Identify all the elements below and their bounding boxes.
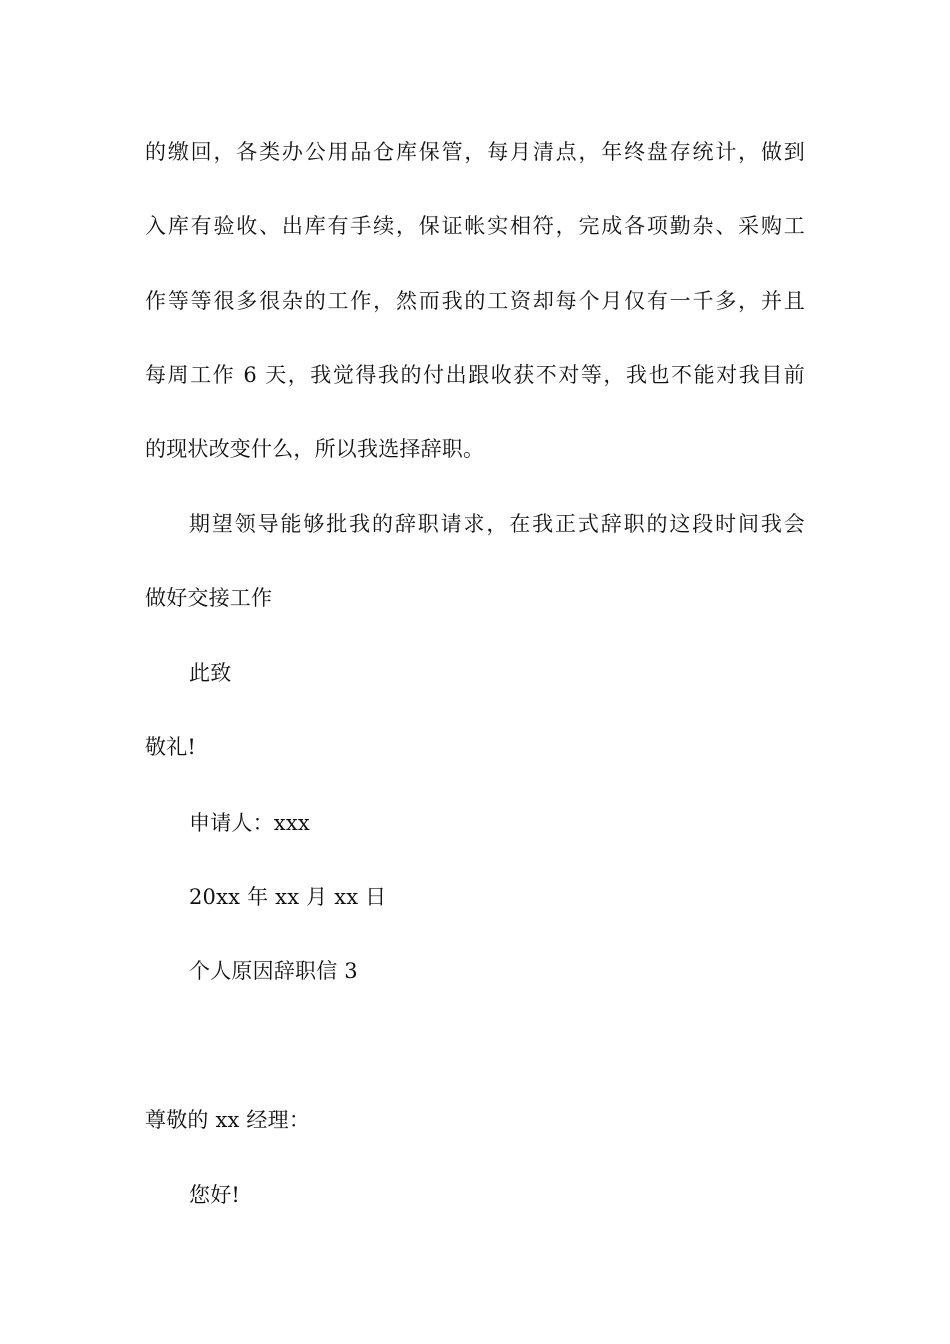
paragraph-1-line-1: 的缴回，各类办公用品仓库保管，每月清点，年终盘存统计，做到 (145, 140, 805, 164)
paragraph-1-line-5: 的现状改变什么，所以我选择辞职。 (145, 437, 485, 461)
applicant-line: 申请人：xxx (189, 811, 310, 835)
paragraph-1-line-2: 入库有验收、出库有手续，保证帐实相符，完成各项勤杂、采购工 (145, 214, 805, 238)
greeting-recipient: 尊敬的 xx 经理： (145, 1108, 311, 1132)
greeting-text: 您好! (189, 1183, 241, 1207)
section-title: 个人原因辞职信 3 (189, 959, 358, 983)
paragraph-1-line-4: 每周工作 6 天，我觉得我的付出跟收获不对等，我也不能对我目前 (145, 363, 805, 387)
paragraph-2-line-2: 做好交接工作 (145, 586, 273, 610)
paragraph-2-line-1: 期望领导能够批我的辞职请求，在我正式辞职的这段时间我会 (189, 512, 805, 536)
closing-text: 此致 (189, 661, 232, 685)
paragraph-1-line-3: 作等等很多很杂的工作，然而我的工资却每个月仅有一千多，并且 (145, 289, 805, 313)
salute-text: 敬礼! (145, 735, 197, 759)
date-line: 20xx 年 xx 月 xx 日 (189, 885, 387, 909)
